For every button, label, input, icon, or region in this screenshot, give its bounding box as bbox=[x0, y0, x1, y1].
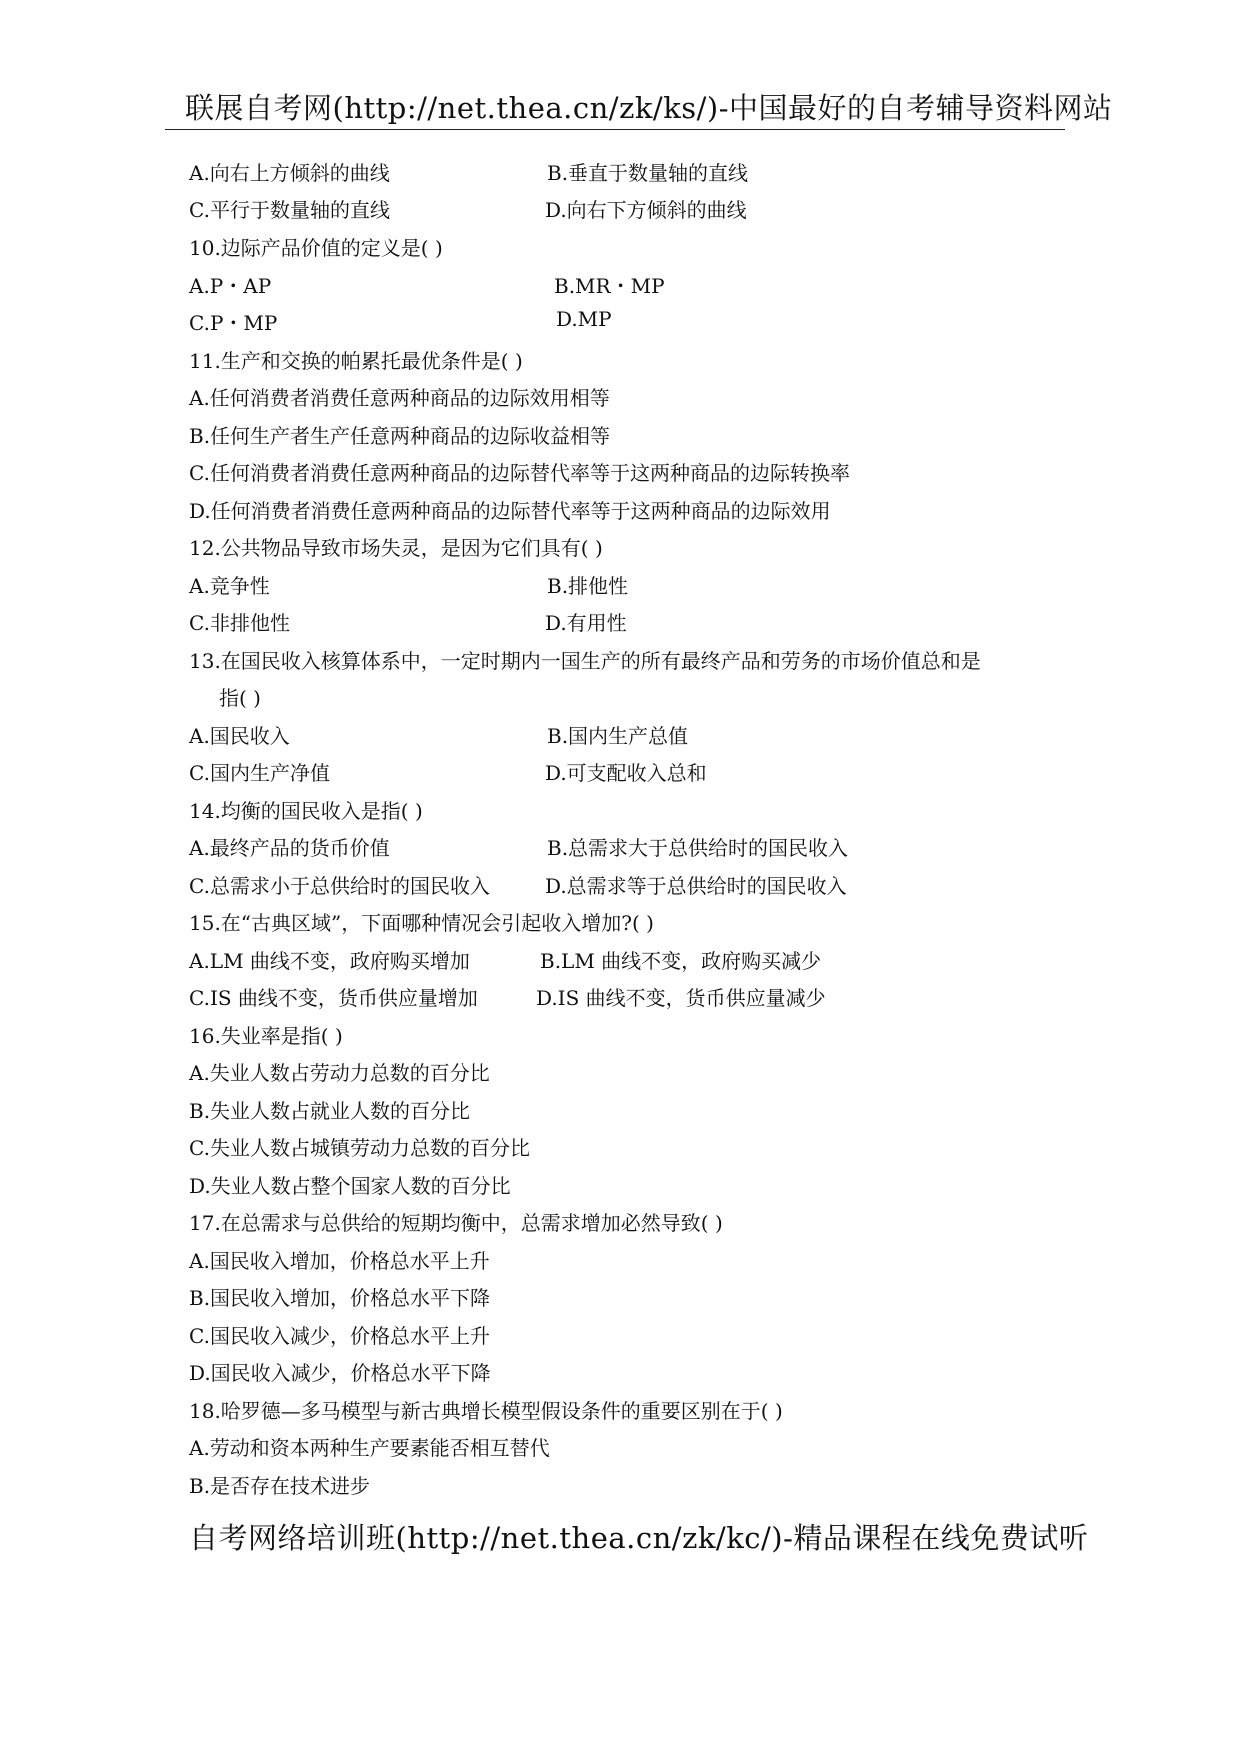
q15-option-c: C.IS 曲线不变，货币供应量增加 bbox=[189, 986, 478, 1010]
q14-option-c: C.总需求小于总供给时的国民收入 bbox=[189, 874, 490, 898]
q12-option-d: D.有用性 bbox=[545, 611, 627, 635]
q18-option-b: B.是否存在技术进步 bbox=[189, 1474, 371, 1498]
q12-text: 12.公共物品导致市场失灵，是因为它们具有( ) bbox=[189, 536, 603, 560]
q14-option-b: B.总需求大于总供给时的国民收入 bbox=[547, 836, 849, 860]
q14-text: 14.均衡的国民收入是指( ) bbox=[189, 799, 423, 823]
q17-option-c: C.国民收入减少，价格总水平上升 bbox=[189, 1324, 490, 1348]
q11-option-c: C.任何消费者消费任意两种商品的边际替代率等于这两种商品的边际转换率 bbox=[189, 461, 850, 485]
q13-option-c: C.国内生产净值 bbox=[189, 761, 330, 785]
q17-option-a: A.国民收入增加，价格总水平上升 bbox=[189, 1249, 490, 1273]
q9-option-c: C.平行于数量轴的直线 bbox=[189, 198, 390, 222]
q13-text-line2: 指( ) bbox=[219, 686, 261, 710]
page-footer: 自考网络培训班(http://net.thea.cn/zk/kc/)-精品课程在线免费试听 bbox=[189, 1521, 1089, 1555]
q9-option-a: A.向右上方倾斜的曲线 bbox=[189, 161, 390, 185]
q12-option-a: A.竞争性 bbox=[189, 574, 270, 598]
q17-option-d: D.国民收入减少，价格总水平下降 bbox=[189, 1361, 491, 1385]
q16-text: 16.失业率是指( ) bbox=[189, 1024, 343, 1048]
q18-text: 18.哈罗德—多马模型与新古典增长模型假设条件的重要区别在于( ) bbox=[189, 1399, 783, 1423]
q12-option-b: B.排他性 bbox=[547, 574, 629, 598]
q15-option-a: A.LM 曲线不变，政府购买增加 bbox=[189, 949, 470, 973]
q14-option-d: D.总需求等于总供给时的国民收入 bbox=[545, 874, 847, 898]
q13-text-line1: 13.在国民收入核算体系中，一定时期内一国生产的所有最终产品和劳务的市场价值总和是 bbox=[189, 649, 981, 673]
q16-option-d: D.失业人数占整个国家人数的百分比 bbox=[189, 1174, 511, 1198]
q15-text: 15.在“古典区域”，下面哪种情况会引起收入增加?( ) bbox=[189, 911, 654, 935]
q12-option-c: C.非排他性 bbox=[189, 611, 290, 635]
q14-option-a: A.最终产品的货币价值 bbox=[189, 836, 390, 860]
q17-option-b: B.国民收入增加，价格总水平下降 bbox=[189, 1286, 491, 1310]
page-header: 联展自考网(http://net.thea.cn/zk/ks/)-中国最好的自考辅导资料网站 bbox=[185, 91, 1113, 125]
header-rule bbox=[165, 129, 1065, 130]
q11-option-a: A.任何消费者消费任意两种商品的边际效用相等 bbox=[189, 386, 610, 410]
q17-text: 17.在总需求与总供给的短期均衡中，总需求增加必然导致( ) bbox=[189, 1211, 723, 1235]
q13-option-d: D.可支配收入总和 bbox=[545, 761, 707, 785]
q9-option-b: B.垂直于数量轴的直线 bbox=[547, 161, 749, 185]
q10-option-a: A.P・AP bbox=[189, 274, 272, 298]
q16-option-a: A.失业人数占劳动力总数的百分比 bbox=[189, 1061, 490, 1085]
q15-option-d: D.IS 曲线不变，货币供应量减少 bbox=[536, 986, 826, 1010]
q16-option-c: C.失业人数占城镇劳动力总数的百分比 bbox=[189, 1136, 530, 1160]
q10-option-b: B.MR・MP bbox=[554, 274, 665, 298]
q13-option-a: A.国民收入 bbox=[189, 724, 290, 748]
q11-option-d: D.任何消费者消费任意两种商品的边际替代率等于这两种商品的边际效用 bbox=[189, 499, 831, 523]
q16-option-b: B.失业人数占就业人数的百分比 bbox=[189, 1099, 471, 1123]
q13-option-b: B.国内生产总值 bbox=[547, 724, 689, 748]
q10-text: 10.边际产品价值的定义是( ) bbox=[189, 236, 443, 260]
q18-option-a: A.劳动和资本两种生产要素能否相互替代 bbox=[189, 1436, 550, 1460]
q11-option-b: B.任何生产者生产任意两种商品的边际收益相等 bbox=[189, 424, 611, 448]
q9-option-d: D.向右下方倾斜的曲线 bbox=[545, 198, 747, 222]
q11-text: 11.生产和交换的帕累托最优条件是( ) bbox=[189, 349, 523, 373]
q15-option-b: B.LM 曲线不变，政府购买减少 bbox=[540, 949, 822, 973]
q10-option-c: C.P・MP bbox=[189, 311, 278, 335]
q10-option-d: D.MP bbox=[556, 307, 612, 331]
